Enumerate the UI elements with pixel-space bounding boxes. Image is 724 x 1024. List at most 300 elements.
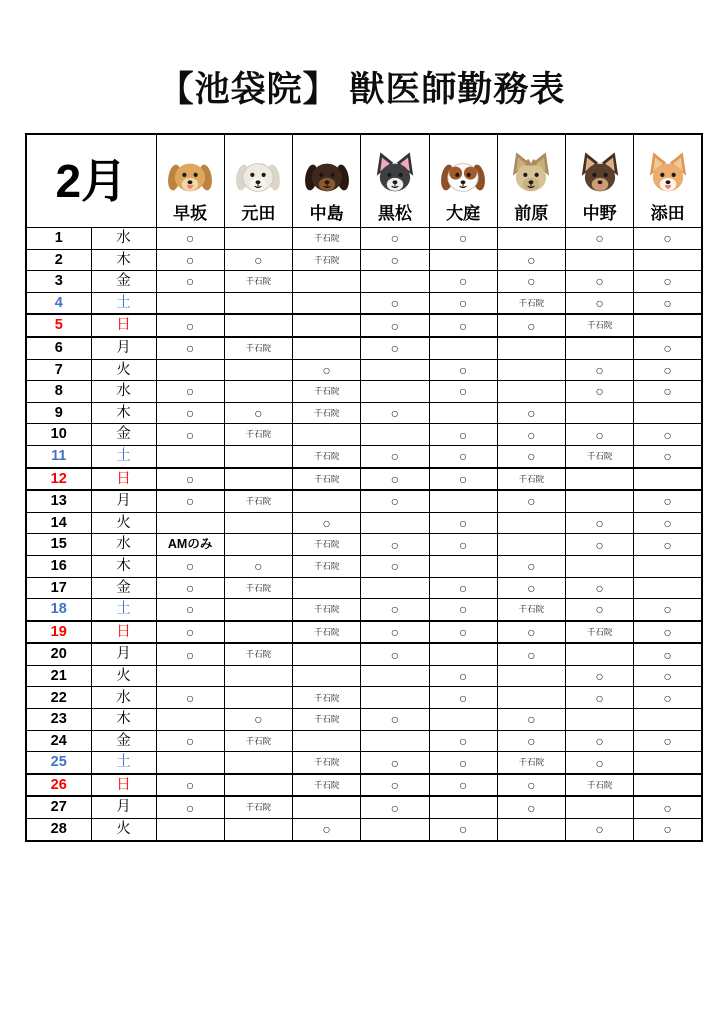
shift-cell bbox=[634, 577, 702, 599]
shift-cell: ○ bbox=[361, 402, 429, 424]
shift-cell: ○ bbox=[156, 687, 224, 709]
shift-cell bbox=[156, 359, 224, 381]
shift-cell: ○ bbox=[429, 314, 497, 337]
shift-cell bbox=[634, 402, 702, 424]
shift-cell: 千石院 bbox=[293, 687, 361, 709]
shift-cell: 千石院 bbox=[293, 621, 361, 644]
shift-cell: ○ bbox=[361, 337, 429, 359]
shift-cell: ○ bbox=[566, 819, 634, 841]
shift-cell bbox=[224, 819, 292, 841]
shift-cell bbox=[497, 359, 565, 381]
shift-cell bbox=[429, 643, 497, 665]
shift-cell: ○ bbox=[497, 730, 565, 752]
weekday-label: 土 bbox=[91, 292, 156, 314]
schedule-row bbox=[26, 621, 702, 644]
shift-cell: ○ bbox=[634, 687, 702, 709]
vet-name: 添田 bbox=[650, 204, 685, 223]
vet-column-header bbox=[497, 134, 565, 228]
shift-cell: ○ bbox=[361, 709, 429, 731]
shift-cell bbox=[293, 796, 361, 818]
shift-cell: ○ bbox=[156, 314, 224, 337]
chihuahua-icon bbox=[574, 143, 626, 205]
month-label: 2月 bbox=[26, 134, 156, 228]
shift-cell bbox=[361, 687, 429, 709]
day-number: 20 bbox=[26, 643, 91, 665]
schedule-row bbox=[26, 730, 702, 752]
weekday-label: 月 bbox=[91, 490, 156, 512]
shift-cell bbox=[566, 402, 634, 424]
shift-cell: ○ bbox=[361, 468, 429, 491]
shift-cell: 千石院 bbox=[293, 752, 361, 774]
shift-cell bbox=[429, 249, 497, 271]
shift-cell: ○ bbox=[361, 774, 429, 797]
schedule-row bbox=[26, 512, 702, 534]
shift-cell: ○ bbox=[156, 468, 224, 491]
shiba-icon bbox=[642, 143, 694, 205]
shift-cell bbox=[156, 292, 224, 314]
shift-cell: ○ bbox=[634, 337, 702, 359]
shift-cell bbox=[634, 249, 702, 271]
schedule-row bbox=[26, 359, 702, 381]
shift-cell: ○ bbox=[361, 599, 429, 621]
shift-cell: 千石院 bbox=[566, 445, 634, 467]
shift-cell bbox=[497, 819, 565, 841]
shift-cell: ○ bbox=[224, 555, 292, 577]
shift-cell bbox=[497, 381, 565, 403]
shift-cell: 千石院 bbox=[293, 468, 361, 491]
shift-cell: ○ bbox=[429, 468, 497, 491]
weekday-label: 木 bbox=[91, 555, 156, 577]
shift-cell bbox=[224, 468, 292, 491]
shift-cell: ○ bbox=[156, 577, 224, 599]
shift-cell: ○ bbox=[634, 512, 702, 534]
shift-cell bbox=[156, 512, 224, 534]
shift-cell: ○ bbox=[566, 577, 634, 599]
shift-cell: ○ bbox=[497, 490, 565, 512]
shift-cell: ○ bbox=[497, 424, 565, 446]
schedule-row bbox=[26, 687, 702, 709]
shift-cell bbox=[156, 752, 224, 774]
weekday-label: 火 bbox=[91, 819, 156, 841]
schedule-row bbox=[26, 774, 702, 797]
shift-cell: ○ bbox=[156, 796, 224, 818]
weekday-label: 月 bbox=[91, 337, 156, 359]
shift-cell: ○ bbox=[497, 271, 565, 293]
shift-cell bbox=[429, 337, 497, 359]
shift-cell: ○ bbox=[156, 490, 224, 512]
shift-cell: 千石院 bbox=[224, 490, 292, 512]
shift-cell bbox=[429, 709, 497, 731]
shift-cell bbox=[634, 709, 702, 731]
shift-cell: 千石院 bbox=[224, 424, 292, 446]
shift-cell: ○ bbox=[361, 490, 429, 512]
shift-cell: ○ bbox=[634, 665, 702, 687]
schedule-row bbox=[26, 228, 702, 250]
weekday-label: 水 bbox=[91, 228, 156, 250]
day-number: 16 bbox=[26, 555, 91, 577]
shift-cell: ○ bbox=[634, 381, 702, 403]
day-number: 22 bbox=[26, 687, 91, 709]
shift-cell: 千石院 bbox=[497, 752, 565, 774]
dachshund-icon bbox=[301, 143, 353, 205]
day-number: 7 bbox=[26, 359, 91, 381]
shift-cell bbox=[497, 228, 565, 250]
vet-column-header bbox=[634, 134, 702, 228]
day-number: 14 bbox=[26, 512, 91, 534]
shift-cell bbox=[497, 534, 565, 556]
vet-column-header bbox=[361, 134, 429, 228]
shift-cell bbox=[224, 687, 292, 709]
shift-cell: ○ bbox=[361, 796, 429, 818]
shift-cell: ○ bbox=[497, 402, 565, 424]
shift-cell: 千石院 bbox=[293, 555, 361, 577]
shift-cell: ○ bbox=[566, 228, 634, 250]
shift-cell bbox=[361, 512, 429, 534]
shift-cell bbox=[361, 359, 429, 381]
vet-name: 黒松 bbox=[377, 204, 412, 223]
schedule-row bbox=[26, 709, 702, 731]
shift-cell bbox=[566, 490, 634, 512]
shift-cell: ○ bbox=[156, 774, 224, 797]
shift-cell: ○ bbox=[429, 665, 497, 687]
schedule-row bbox=[26, 665, 702, 687]
day-number: 18 bbox=[26, 599, 91, 621]
shift-cell: 千石院 bbox=[497, 468, 565, 491]
shift-cell: ○ bbox=[293, 512, 361, 534]
shift-cell bbox=[156, 445, 224, 467]
shift-cell bbox=[224, 599, 292, 621]
shift-cell: 千石院 bbox=[224, 730, 292, 752]
shift-cell: 千石院 bbox=[224, 643, 292, 665]
shift-cell bbox=[361, 424, 429, 446]
shift-cell bbox=[497, 665, 565, 687]
jack-russell-icon bbox=[437, 143, 489, 205]
page-title: 【池袋院】 獣医師勤務表 bbox=[158, 70, 566, 109]
shift-cell: ○ bbox=[429, 534, 497, 556]
shift-cell bbox=[497, 687, 565, 709]
shift-cell: ○ bbox=[429, 359, 497, 381]
shift-cell: ○ bbox=[497, 555, 565, 577]
schedule-row bbox=[26, 445, 702, 467]
shift-cell: 千石院 bbox=[497, 599, 565, 621]
shift-cell bbox=[293, 643, 361, 665]
day-number: 3 bbox=[26, 271, 91, 293]
shift-cell bbox=[224, 534, 292, 556]
shift-cell bbox=[566, 709, 634, 731]
shift-cell: ○ bbox=[429, 621, 497, 644]
shift-cell bbox=[224, 665, 292, 687]
shift-cell: ○ bbox=[156, 402, 224, 424]
shift-cell: ○ bbox=[634, 643, 702, 665]
day-number: 12 bbox=[26, 468, 91, 491]
shift-cell: ○ bbox=[156, 621, 224, 644]
shift-cell: ○ bbox=[566, 687, 634, 709]
french-bulldog-icon bbox=[369, 143, 421, 205]
shift-schedule-table bbox=[25, 133, 703, 842]
shift-cell: ○ bbox=[566, 730, 634, 752]
day-number: 15 bbox=[26, 534, 91, 556]
shift-cell: ○ bbox=[634, 819, 702, 841]
shift-cell: ○ bbox=[156, 228, 224, 250]
shift-cell: ○ bbox=[361, 534, 429, 556]
day-number: 2 bbox=[26, 249, 91, 271]
shift-cell bbox=[634, 774, 702, 797]
schedule-row bbox=[26, 292, 702, 314]
shift-cell: ○ bbox=[566, 665, 634, 687]
shift-cell bbox=[634, 314, 702, 337]
day-number: 24 bbox=[26, 730, 91, 752]
vet-column-header bbox=[293, 134, 361, 228]
shift-cell: ○ bbox=[156, 249, 224, 271]
shift-cell: ○ bbox=[497, 643, 565, 665]
shift-cell: ○ bbox=[361, 555, 429, 577]
shift-cell bbox=[634, 555, 702, 577]
shift-cell bbox=[293, 577, 361, 599]
shift-cell bbox=[566, 468, 634, 491]
weekday-label: 火 bbox=[91, 665, 156, 687]
shift-cell: ○ bbox=[566, 534, 634, 556]
shift-cell: 千石院 bbox=[293, 599, 361, 621]
shift-cell: ○ bbox=[634, 621, 702, 644]
weekday-label: 水 bbox=[91, 534, 156, 556]
shift-cell: ○ bbox=[497, 774, 565, 797]
weekday-label: 火 bbox=[91, 359, 156, 381]
shift-cell: ○ bbox=[156, 271, 224, 293]
shift-cell: ○ bbox=[566, 271, 634, 293]
shift-cell: ○ bbox=[429, 381, 497, 403]
day-number: 23 bbox=[26, 709, 91, 731]
shift-cell bbox=[224, 359, 292, 381]
shift-cell: ○ bbox=[634, 445, 702, 467]
shift-cell: ○ bbox=[429, 774, 497, 797]
vet-name: 中島 bbox=[309, 204, 344, 223]
schedule-row bbox=[26, 490, 702, 512]
shift-cell: ○ bbox=[293, 819, 361, 841]
vet-name: 前原 bbox=[514, 204, 549, 223]
weekday-label: 土 bbox=[91, 752, 156, 774]
yorkshire-terrier-icon bbox=[505, 143, 557, 205]
shift-cell: ○ bbox=[361, 292, 429, 314]
shift-cell bbox=[224, 512, 292, 534]
schedule-row bbox=[26, 424, 702, 446]
shift-cell: 千石院 bbox=[293, 228, 361, 250]
shift-cell: ○ bbox=[224, 249, 292, 271]
shift-cell: ○ bbox=[429, 730, 497, 752]
day-number: 9 bbox=[26, 402, 91, 424]
shift-cell bbox=[224, 381, 292, 403]
shift-cell: ○ bbox=[361, 314, 429, 337]
shift-cell bbox=[293, 292, 361, 314]
weekday-label: 土 bbox=[91, 599, 156, 621]
shift-cell bbox=[224, 445, 292, 467]
shift-cell: ○ bbox=[634, 730, 702, 752]
day-number: 11 bbox=[26, 445, 91, 467]
shift-cell: 千石院 bbox=[224, 271, 292, 293]
shift-cell: ○ bbox=[361, 249, 429, 271]
shift-cell bbox=[224, 292, 292, 314]
shift-cell: ○ bbox=[497, 709, 565, 731]
shift-cell: 千石院 bbox=[293, 774, 361, 797]
shift-cell: ○ bbox=[634, 599, 702, 621]
shift-cell: ○ bbox=[634, 424, 702, 446]
vet-name: 大庭 bbox=[446, 204, 481, 223]
vet-column-header bbox=[224, 134, 292, 228]
schedule-row bbox=[26, 314, 702, 337]
shift-cell bbox=[634, 468, 702, 491]
shift-cell: ○ bbox=[497, 249, 565, 271]
shift-cell: ○ bbox=[566, 424, 634, 446]
shift-cell: ○ bbox=[156, 730, 224, 752]
golden-retriever-icon bbox=[164, 143, 216, 205]
shift-cell: ○ bbox=[429, 292, 497, 314]
shift-cell bbox=[361, 381, 429, 403]
shift-cell: ○ bbox=[634, 534, 702, 556]
shift-cell: ○ bbox=[361, 752, 429, 774]
shift-cell: 千石院 bbox=[293, 709, 361, 731]
shift-cell bbox=[361, 730, 429, 752]
shift-cell: ○ bbox=[156, 643, 224, 665]
shift-cell: ○ bbox=[566, 599, 634, 621]
shift-cell bbox=[224, 774, 292, 797]
weekday-label: 木 bbox=[91, 249, 156, 271]
shift-cell: 千石院 bbox=[224, 337, 292, 359]
shift-cell: ○ bbox=[156, 424, 224, 446]
shift-cell: ○ bbox=[429, 271, 497, 293]
shift-cell bbox=[293, 337, 361, 359]
schedule-row bbox=[26, 643, 702, 665]
vet-column-header bbox=[566, 134, 634, 228]
shift-cell bbox=[566, 796, 634, 818]
shift-cell bbox=[224, 228, 292, 250]
shift-cell: ○ bbox=[497, 314, 565, 337]
weekday-label: 日 bbox=[91, 774, 156, 797]
shift-cell bbox=[224, 314, 292, 337]
vet-name: 早坂 bbox=[173, 204, 208, 223]
shift-cell bbox=[566, 337, 634, 359]
day-number: 25 bbox=[26, 752, 91, 774]
header-row bbox=[26, 134, 702, 228]
shift-cell: ○ bbox=[634, 292, 702, 314]
shift-cell: ○ bbox=[566, 381, 634, 403]
shift-cell bbox=[429, 796, 497, 818]
day-number: 13 bbox=[26, 490, 91, 512]
shift-cell bbox=[429, 555, 497, 577]
weekday-label: 水 bbox=[91, 687, 156, 709]
weekday-label: 水 bbox=[91, 381, 156, 403]
shift-cell bbox=[497, 337, 565, 359]
shift-cell: ○ bbox=[497, 796, 565, 818]
shift-cell: ○ bbox=[429, 512, 497, 534]
weekday-label: 日 bbox=[91, 621, 156, 644]
vet-column-header bbox=[156, 134, 224, 228]
shift-cell bbox=[293, 730, 361, 752]
day-number: 5 bbox=[26, 314, 91, 337]
shift-cell: ○ bbox=[429, 228, 497, 250]
shift-cell: ○ bbox=[429, 424, 497, 446]
weekday-label: 日 bbox=[91, 468, 156, 491]
shift-cell bbox=[293, 271, 361, 293]
shift-cell: ○ bbox=[361, 445, 429, 467]
schedule-row bbox=[26, 577, 702, 599]
shift-cell: ○ bbox=[497, 577, 565, 599]
shift-cell: 千石院 bbox=[293, 534, 361, 556]
schedule-row bbox=[26, 402, 702, 424]
shift-cell: 千石院 bbox=[497, 292, 565, 314]
shift-cell bbox=[361, 665, 429, 687]
schedule-row bbox=[26, 534, 702, 556]
shift-cell: ○ bbox=[293, 359, 361, 381]
weekday-label: 木 bbox=[91, 402, 156, 424]
shift-cell: ○ bbox=[156, 337, 224, 359]
shift-cell: 千石院 bbox=[293, 249, 361, 271]
shift-cell: AMのみ bbox=[156, 534, 224, 556]
shift-cell bbox=[361, 577, 429, 599]
weekday-label: 金 bbox=[91, 271, 156, 293]
shift-cell bbox=[361, 819, 429, 841]
shift-cell: ○ bbox=[634, 271, 702, 293]
schedule-row bbox=[26, 555, 702, 577]
day-number: 4 bbox=[26, 292, 91, 314]
shift-cell: ○ bbox=[429, 599, 497, 621]
shift-cell bbox=[497, 512, 565, 534]
shift-cell bbox=[156, 709, 224, 731]
schedule-row bbox=[26, 271, 702, 293]
day-number: 21 bbox=[26, 665, 91, 687]
day-number: 6 bbox=[26, 337, 91, 359]
shift-cell: ○ bbox=[156, 381, 224, 403]
shift-cell: ○ bbox=[566, 752, 634, 774]
day-number: 19 bbox=[26, 621, 91, 644]
shift-cell bbox=[293, 665, 361, 687]
vet-name: 中野 bbox=[582, 204, 617, 223]
weekday-label: 日 bbox=[91, 314, 156, 337]
weekday-label: 金 bbox=[91, 577, 156, 599]
shift-cell bbox=[634, 752, 702, 774]
shift-cell: ○ bbox=[634, 359, 702, 381]
shift-cell: ○ bbox=[361, 643, 429, 665]
shift-cell: ○ bbox=[497, 445, 565, 467]
day-number: 28 bbox=[26, 819, 91, 841]
shift-cell: ○ bbox=[566, 359, 634, 381]
shift-cell: ○ bbox=[634, 796, 702, 818]
shift-cell bbox=[293, 314, 361, 337]
shift-cell: ○ bbox=[156, 599, 224, 621]
shift-cell: 千石院 bbox=[224, 577, 292, 599]
shift-cell: 千石院 bbox=[293, 402, 361, 424]
schedule-row bbox=[26, 249, 702, 271]
shift-cell bbox=[293, 490, 361, 512]
shift-cell: ○ bbox=[429, 445, 497, 467]
schedule-row bbox=[26, 381, 702, 403]
day-number: 10 bbox=[26, 424, 91, 446]
weekday-label: 火 bbox=[91, 512, 156, 534]
shift-cell: ○ bbox=[566, 512, 634, 534]
day-number: 26 bbox=[26, 774, 91, 797]
schedule-row bbox=[26, 468, 702, 491]
shift-cell bbox=[224, 752, 292, 774]
shift-cell: ○ bbox=[429, 752, 497, 774]
shift-cell: ○ bbox=[634, 490, 702, 512]
shift-cell: ○ bbox=[156, 555, 224, 577]
day-number: 17 bbox=[26, 577, 91, 599]
schedule-row bbox=[26, 796, 702, 818]
shift-cell: ○ bbox=[361, 228, 429, 250]
shift-cell: 千石院 bbox=[293, 381, 361, 403]
shift-cell: ○ bbox=[497, 621, 565, 644]
shift-cell bbox=[361, 271, 429, 293]
weekday-label: 木 bbox=[91, 709, 156, 731]
weekday-label: 土 bbox=[91, 445, 156, 467]
